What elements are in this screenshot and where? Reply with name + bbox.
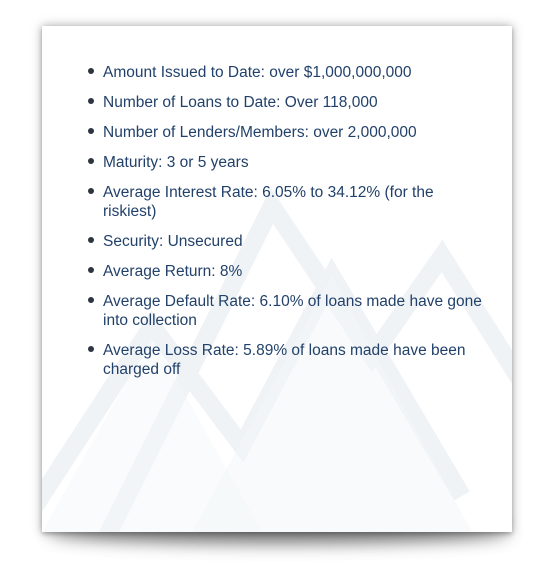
fact-item xyxy=(86,123,486,142)
info-card xyxy=(42,26,512,532)
bullet-dot-icon xyxy=(88,346,94,352)
facts-list xyxy=(86,63,486,390)
bullet-dot-icon xyxy=(88,188,94,194)
bullet-dot-icon xyxy=(88,68,94,74)
fact-text: Security: Unsecured xyxy=(103,233,243,250)
fact-text: Average Default Rate: 6.10% of loans made have gone into collection xyxy=(103,293,482,329)
bullet-dot-icon xyxy=(88,98,94,104)
fact-text: Number of Loans to Date: Over 118,000 xyxy=(103,94,378,111)
fact-text: Average Loss Rate: 5.89% of loans made have been charged off xyxy=(103,342,466,378)
bullet-dot-icon xyxy=(88,297,94,303)
bullet-dot-icon xyxy=(88,158,94,164)
fact-text: Average Return: 8% xyxy=(103,263,243,280)
fact-item xyxy=(86,341,486,379)
fact-text: Average Interest Rate: 6.05% to 34.12% (for the riskiest) xyxy=(103,184,434,220)
fact-item xyxy=(86,232,486,251)
fact-text: Amount Issued to Date: over $1,000,000,000 xyxy=(103,64,412,81)
bullet-dot-icon xyxy=(88,267,94,273)
fact-item xyxy=(86,262,486,281)
fact-item xyxy=(86,93,486,112)
fact-item xyxy=(86,63,486,82)
fact-item xyxy=(86,292,486,330)
bullet-dot-icon xyxy=(88,237,94,243)
bullet-dot-icon xyxy=(88,128,94,134)
fact-item xyxy=(86,183,486,221)
fact-item xyxy=(86,153,486,172)
fact-text: Number of Lenders/Members: over 2,000,000 xyxy=(103,124,417,141)
fact-text: Maturity: 3 or 5 years xyxy=(103,154,249,171)
